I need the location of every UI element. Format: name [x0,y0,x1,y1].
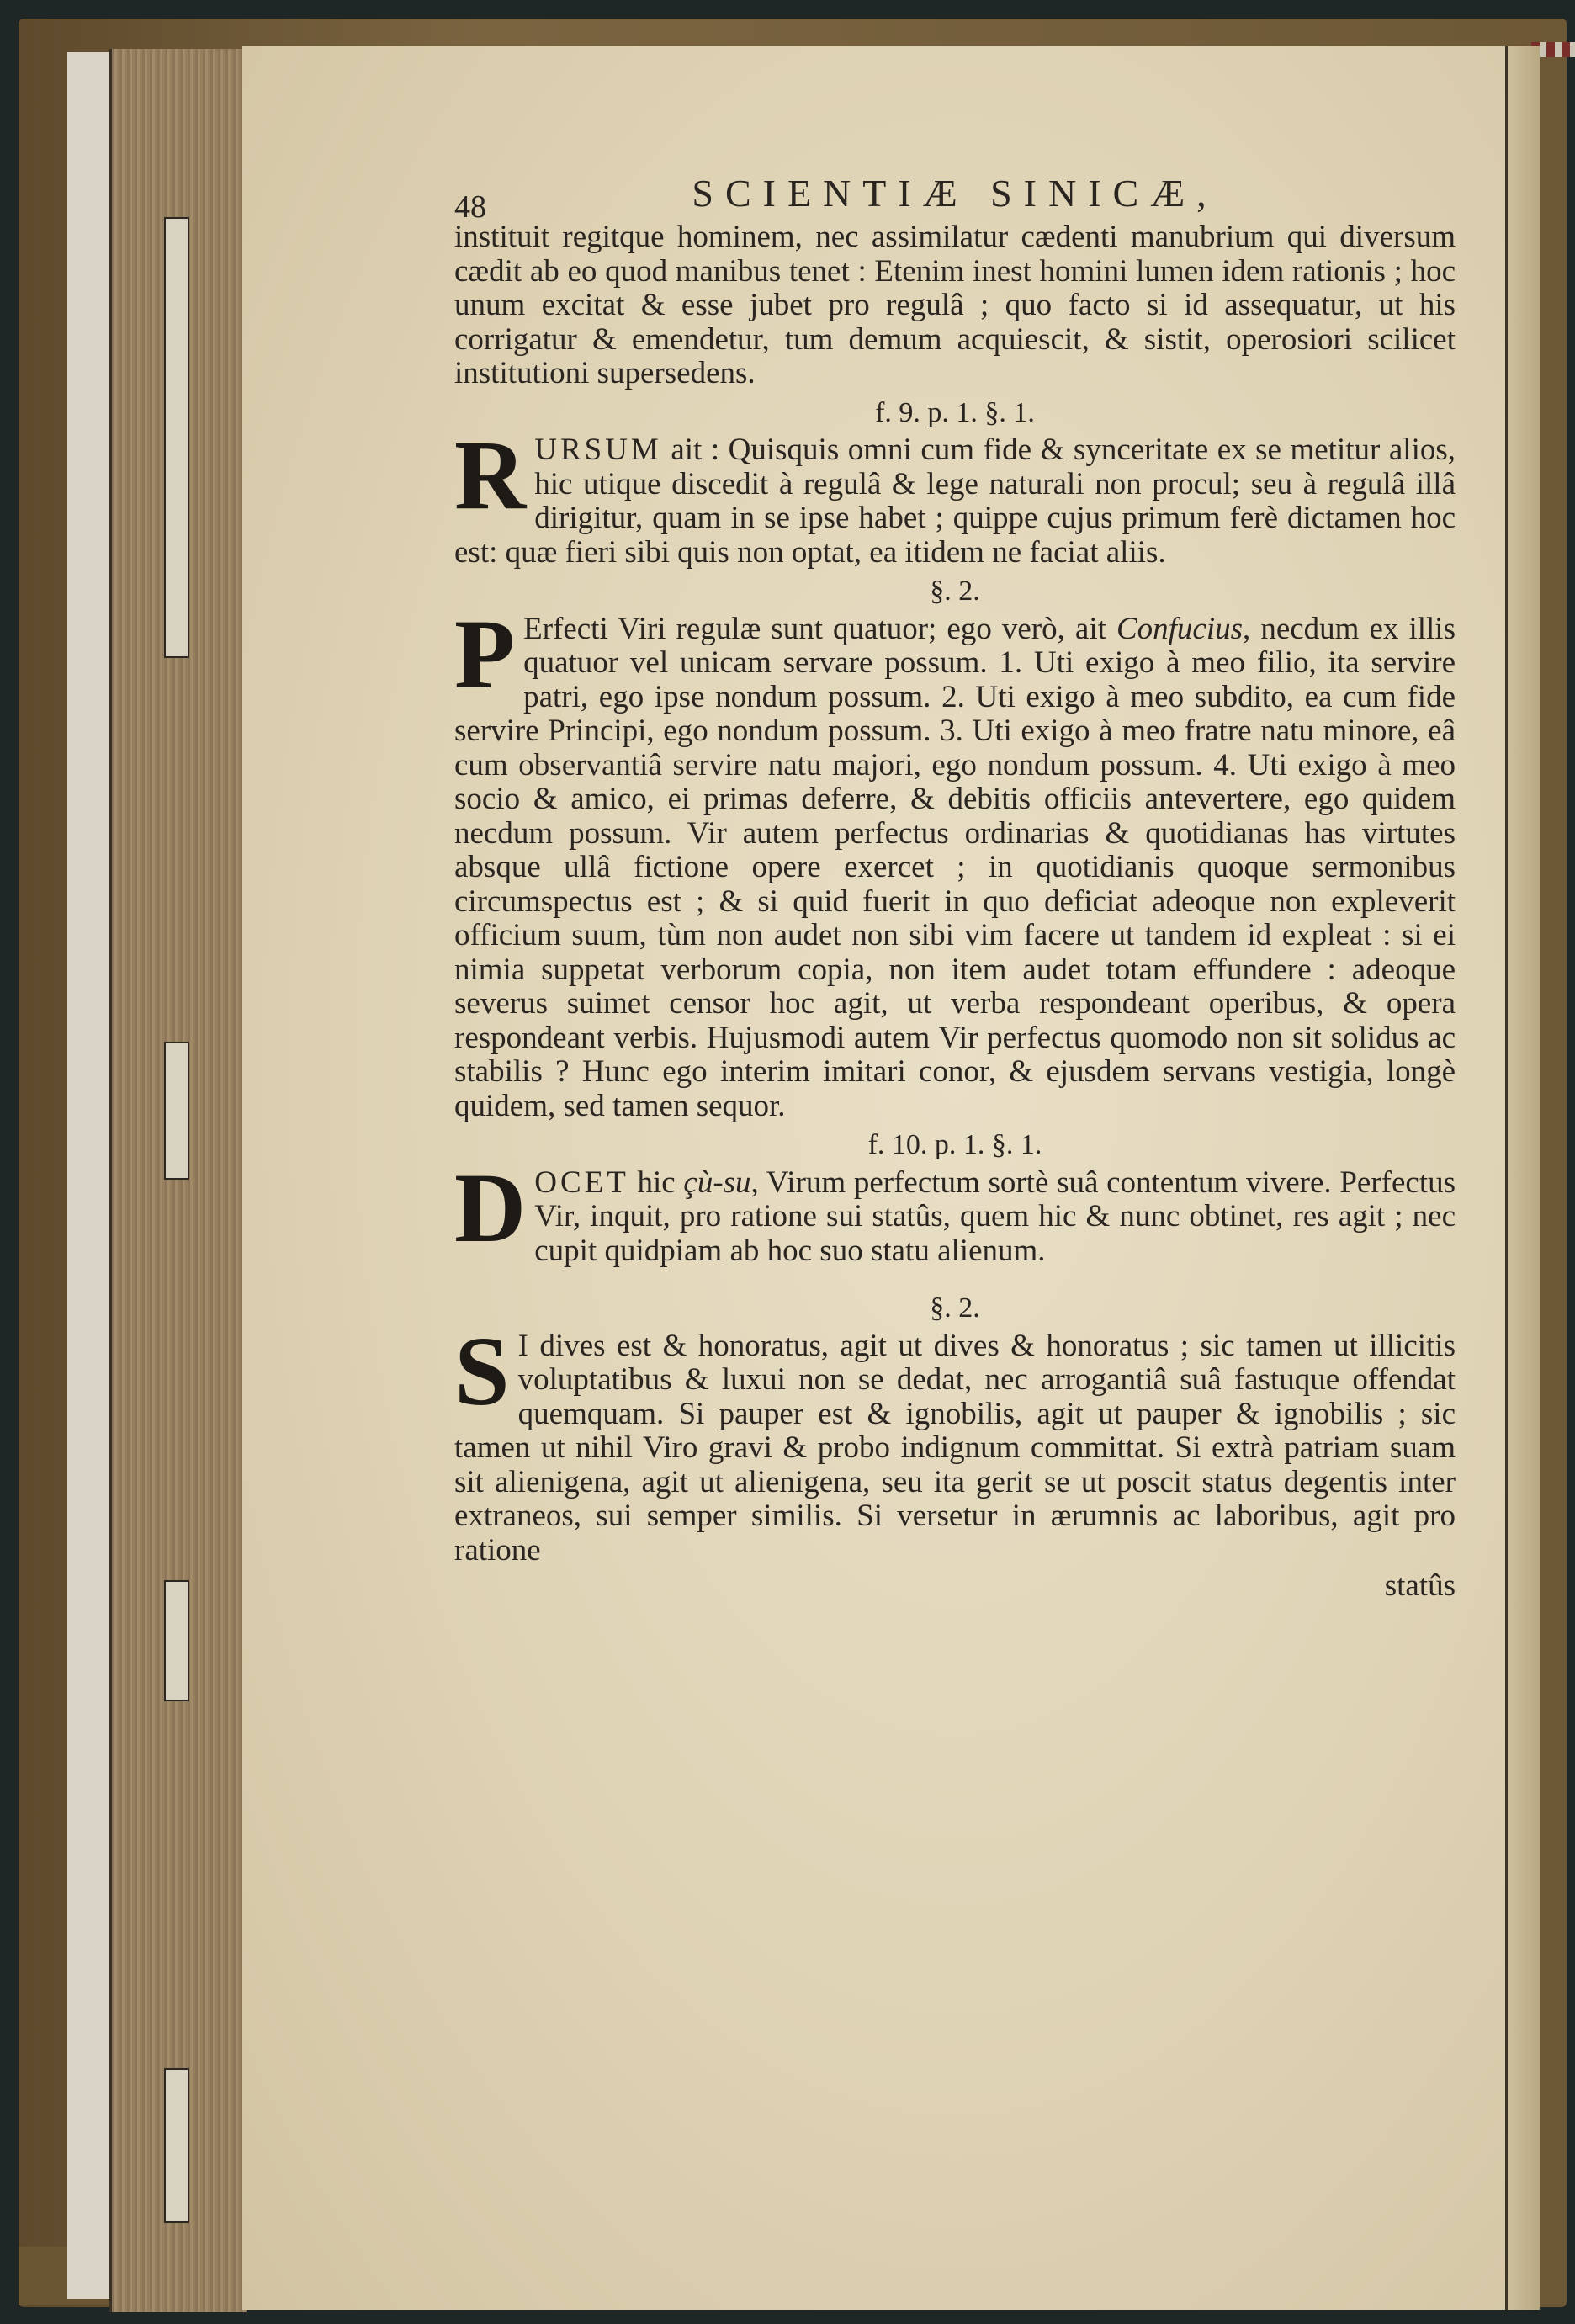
text-block [454,172,1456,1604]
small-caps-lead: OCET [534,1165,629,1200]
paragraph-text: , Virum perfectum sortè suâ contentum vivere. Perfectus Vir, inquit, pro ratione sui statûs, quem hic & nunc obtinet, res agit ; nec cupit quidpiam ab hoc suo statu alienum. [534,1165,1456,1268]
paragraph: instituit regitque hominem, nec assimilatur cædenti manubrium qui diversum cædit ab eo quod manibus tenet : Etenim inest homini lumen idem rationis ; hoc unum excitat & esse jubet pro regulâ ; quo facto si id assequatur, ut his corrigatur & emendetur, tum demum acquiescit, & sistit, operosiori scilicet institutioni supersedens. [454,220,1456,390]
tab-strip [164,217,189,658]
paragraph-text: I dives est & honoratus, agit ut dives & honoratus ; sic tamen ut illicitis voluptatibus & luxui non se dedat, nec arrogantiâ suâ fastuque offendat quemquam. Si pauper est & ignobilis, agit ut pauper & ignobilis ; sic tamen ut nihil Viro gravi & probo indignum committat. Si extrà patriam suam sit alienigena, agit ut alienigena, seu ita gerit se ut poscit status degentis inter extraneos, sui semper similis. Si versetur in ærumnis ac laboribus, agit pro ratione [454,1328,1456,1568]
drop-cap: S [454,1315,510,1426]
section-reference: §. 2. [930,576,980,607]
tab-strip [164,2068,189,2223]
tab-strip [164,1580,189,1701]
tab-strip [164,1042,189,1180]
italic-name: çù-su [683,1165,751,1200]
catchword: statûs [1384,1568,1456,1603]
drop-cap: D [454,1152,527,1263]
paragraph-text: , necdum ex illis quatuor vel unicam servare possum. 1. Uti exigo à meo filio, ita servire patri, ego ipse nondum possum. 2. Uti exigo à meo subdito, ea cum fide servire Principi, ego nondum possum. 3. Uti exigo à meo fratre natu minore, eâ cum observantiâ servire natu majori, ego nondum possum. 4. Uti exigo à meo socio & amico, ei primas deferre, & debitis officiis antevertere, ego quidem necdum possum. Vir autem perfectus ordinarias & quotidianas has virtutes absque ullâ fictione opere exercet ; in quotidianis quoque sermonibus circumspectus est ; & si quid fuerit in quo deficiat adeoque non expleverit officium suum, tùm non audet non sibi vim facere ut tandem id expleat : si ei nimia suppetat verborum copia, non item audet totam effundere : adeoque severus suimet censor hoc agit, ut verba respondeant operibus, & opera respondeant verbis. Hujusmodi autem Vir perfectus quomodo non sit solidus ac stabilis ? Hunc ego interim imitari conor, & ejusdem servans vestigia, longè quidem, sed tamen sequor. [454,611,1456,1123]
section-reference: f. 10. p. 1. §. 1. [867,1129,1042,1160]
italic-name: Confucius [1116,611,1244,646]
endpaper [67,52,109,2299]
section-reference: f. 9. p. 1. §. 1. [875,396,1035,428]
page-fore-edge [109,49,247,2312]
paragraph [454,598,1456,1124]
paragraph [454,1152,1456,1269]
running-head [454,172,1456,226]
paragraph [454,420,1456,570]
drop-cap: R [454,420,527,530]
paragraph-text: Erfecti Viri regulæ sunt quatuor; ego verò, ait [523,611,1116,646]
small-caps-lead: URSUM [534,432,662,467]
gutter [1505,46,1540,2310]
page-number: 48 [454,189,486,225]
paragraph [454,1315,1456,1568]
paragraph-text: hic [628,1165,684,1200]
paragraph-text: ait : Quisquis omni cum fide & synceritate ex se metitur alios, hic utique discedit à regulâ & lege naturali non procul; seu à regulâ illâ dirigitur, quam in se ipse habet ; quippe cujus primum ferè dictamen hoc est: quæ fieri sibi quis non optat, ea itidem ne faciat aliis. [454,432,1456,570]
running-title: SCIENTIÆ SINICÆ, [692,172,1218,215]
drop-cap: P [454,598,516,709]
section-reference: §. 2. [930,1292,980,1324]
